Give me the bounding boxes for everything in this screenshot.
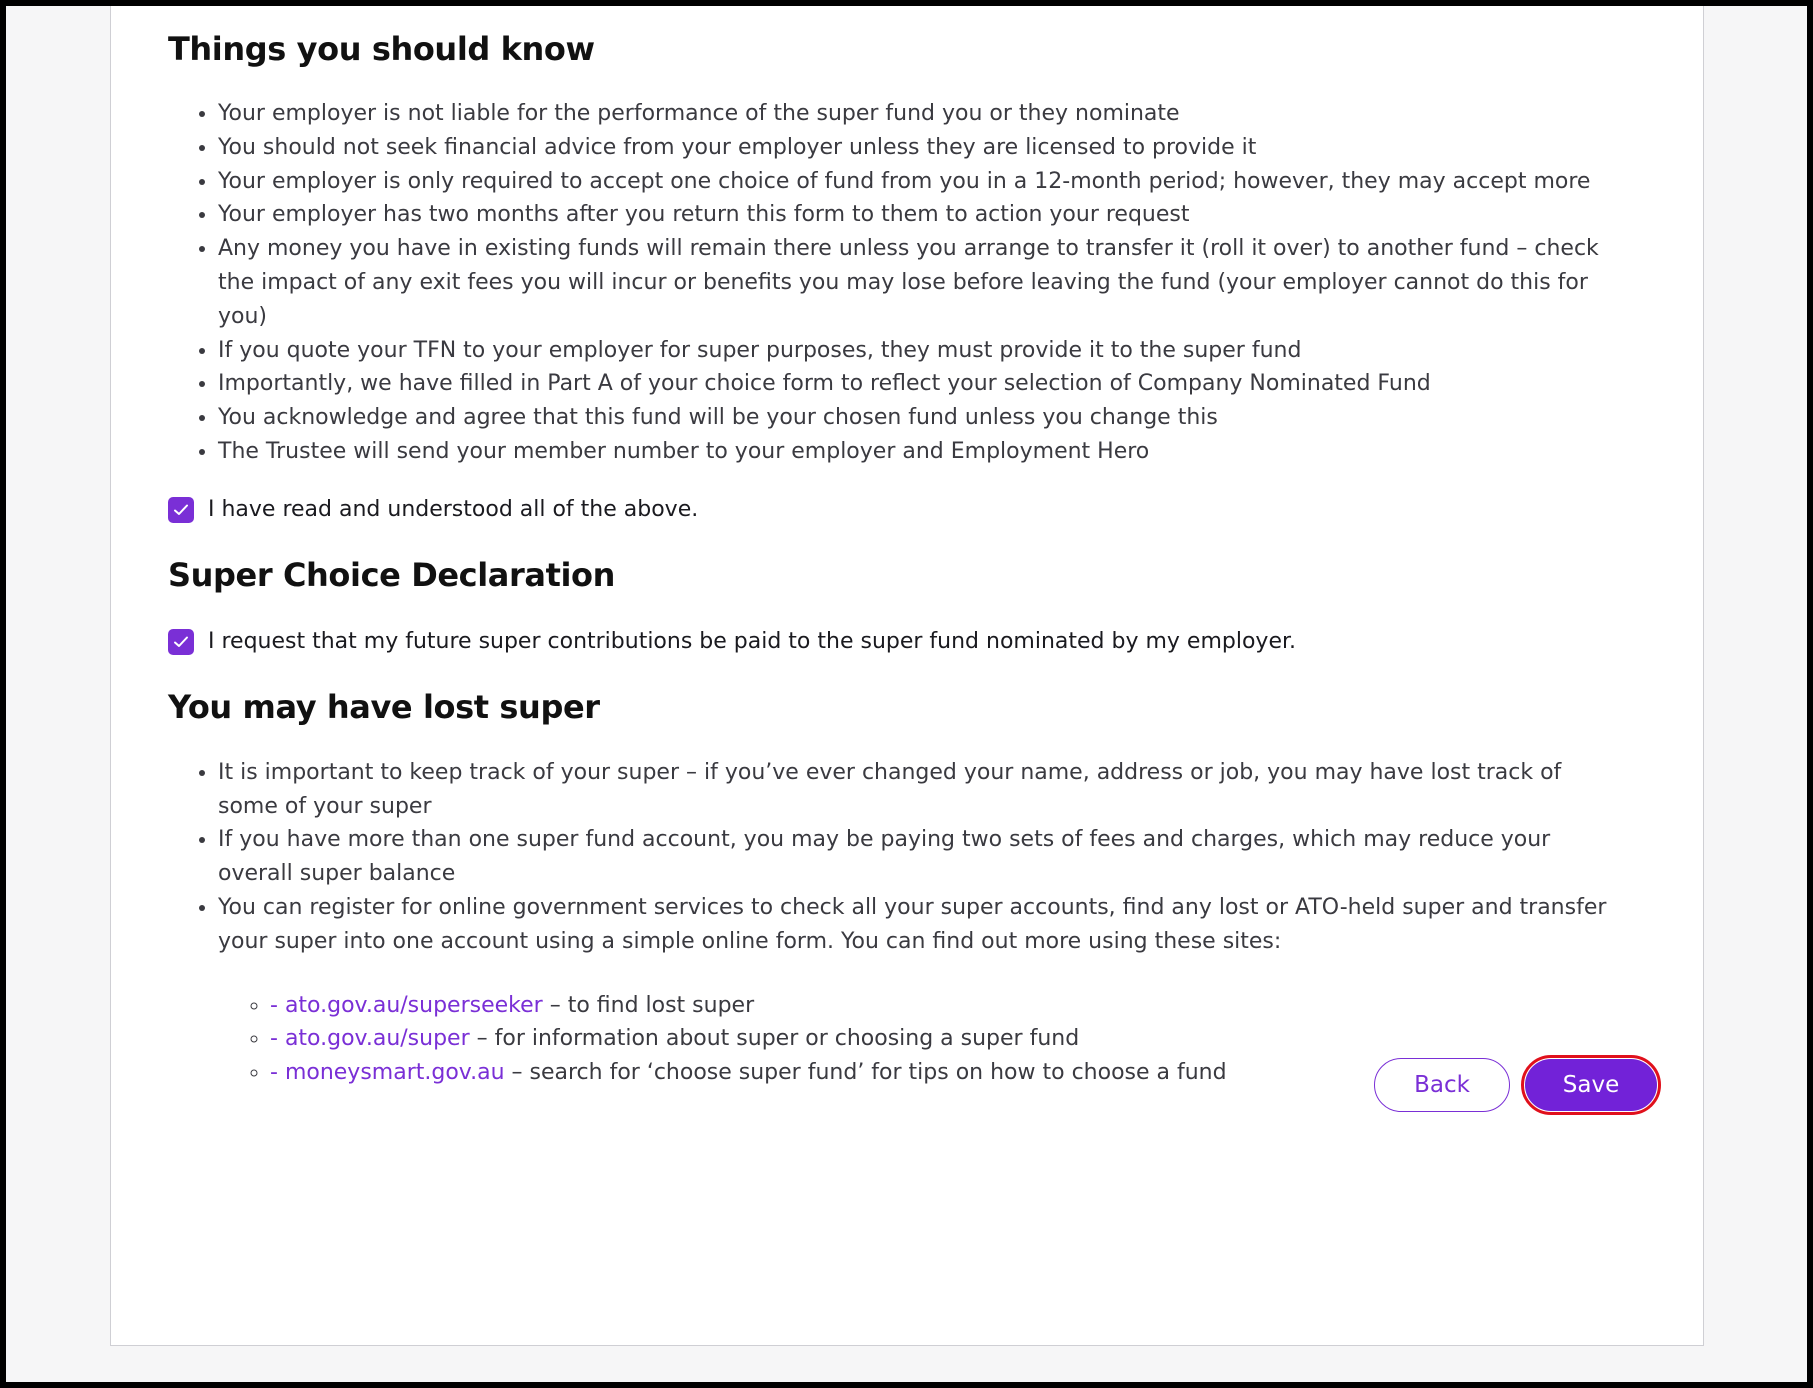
link-list-item (270, 989, 1618, 1023)
list-item: • If you have more than one super fund account, you may be paying two sets of fees and charges, which may reduce your overall super balance (218, 823, 1618, 891)
acknowledge-checkbox-row[interactable] (168, 497, 1618, 523)
super-choice-declaration-heading: Super Choice Declaration (168, 555, 615, 594)
lost-super-list (168, 756, 1618, 1090)
list-item: • Any money you have in existing funds will remain there unless you arrange to transfer it (roll it over) to another fund – check the impact of any exit fees you will incur or benefits you may lose before leaving the fund (your employer cannot do this for you) (218, 232, 1618, 333)
link-prefix: - (270, 992, 285, 1018)
list-item: • You acknowledge and agree that this fund will be your chosen fund unless you change this (218, 401, 1618, 435)
superseeker-link[interactable]: ato.gov.au/superseeker (284, 992, 543, 1018)
list-item: • Your employer is only required to accept one choice of fund from you in a 12-month period; however, they may accept more (218, 165, 1618, 199)
list-item-text: You can register for online government services to check all your super accounts, find any lost or ATO-held super and transfer your super into one account using a simple online form. You can find out more using these sites: (218, 894, 1607, 954)
back-button[interactable]: Back (1374, 1058, 1510, 1112)
link-prefix: - (270, 1026, 285, 1052)
ato-super-link[interactable]: ato.gov.au/super (284, 1026, 470, 1052)
things-you-should-know-heading: Things you should know (168, 30, 595, 68)
link-description: – to find lost super (542, 992, 755, 1018)
form-card (110, 6, 1704, 1346)
list-item: • If you quote your TFN to your employer for super purposes, they must provide it to the super fund (218, 334, 1618, 368)
link-description: – for information about super or choosing a super fund (469, 1026, 1080, 1052)
list-item: • Your employer is not liable for the performance of the super fund you or they nominate (218, 97, 1618, 131)
check-icon (173, 503, 189, 517)
check-icon (173, 635, 189, 649)
page-viewport (6, 6, 1807, 1382)
things-you-should-know-list (168, 97, 1618, 469)
declaration-checkbox[interactable] (168, 629, 194, 655)
link-prefix: - (270, 1060, 285, 1086)
save-button[interactable]: Save (1525, 1059, 1657, 1111)
list-item: • Importantly, we have filled in Part A of your choice form to reflect your selection of Company Nominated Fund (218, 367, 1618, 401)
acknowledge-checkbox[interactable] (168, 497, 194, 523)
form-content (168, 27, 1618, 1090)
lost-super-heading: You may have lost super (168, 687, 600, 726)
list-item: • Your employer has two months after you return this form to them to action your request (218, 198, 1618, 232)
link-description: – search for ‘choose super fund’ for tips on how to choose a fund (504, 1060, 1227, 1086)
declaration-checkbox-label: I request that my future super contributions be paid to the super fund nominated by my employer. (208, 629, 1297, 655)
link-list-item (270, 1022, 1618, 1056)
declaration-checkbox-row[interactable] (168, 629, 1618, 655)
list-item: • You should not seek financial advice from your employer unless they are licensed to provide it (218, 131, 1618, 165)
acknowledge-checkbox-label: I have read and understood all of the above. (208, 497, 699, 523)
list-item: • It is important to keep track of your super – if you’ve ever changed your name, address or job, you may have lost track of some of your super (218, 756, 1618, 824)
moneysmart-link[interactable]: moneysmart.gov.au (284, 1060, 505, 1086)
list-item: • The Trustee will send your member number to your employer and Employment Hero (218, 435, 1618, 469)
